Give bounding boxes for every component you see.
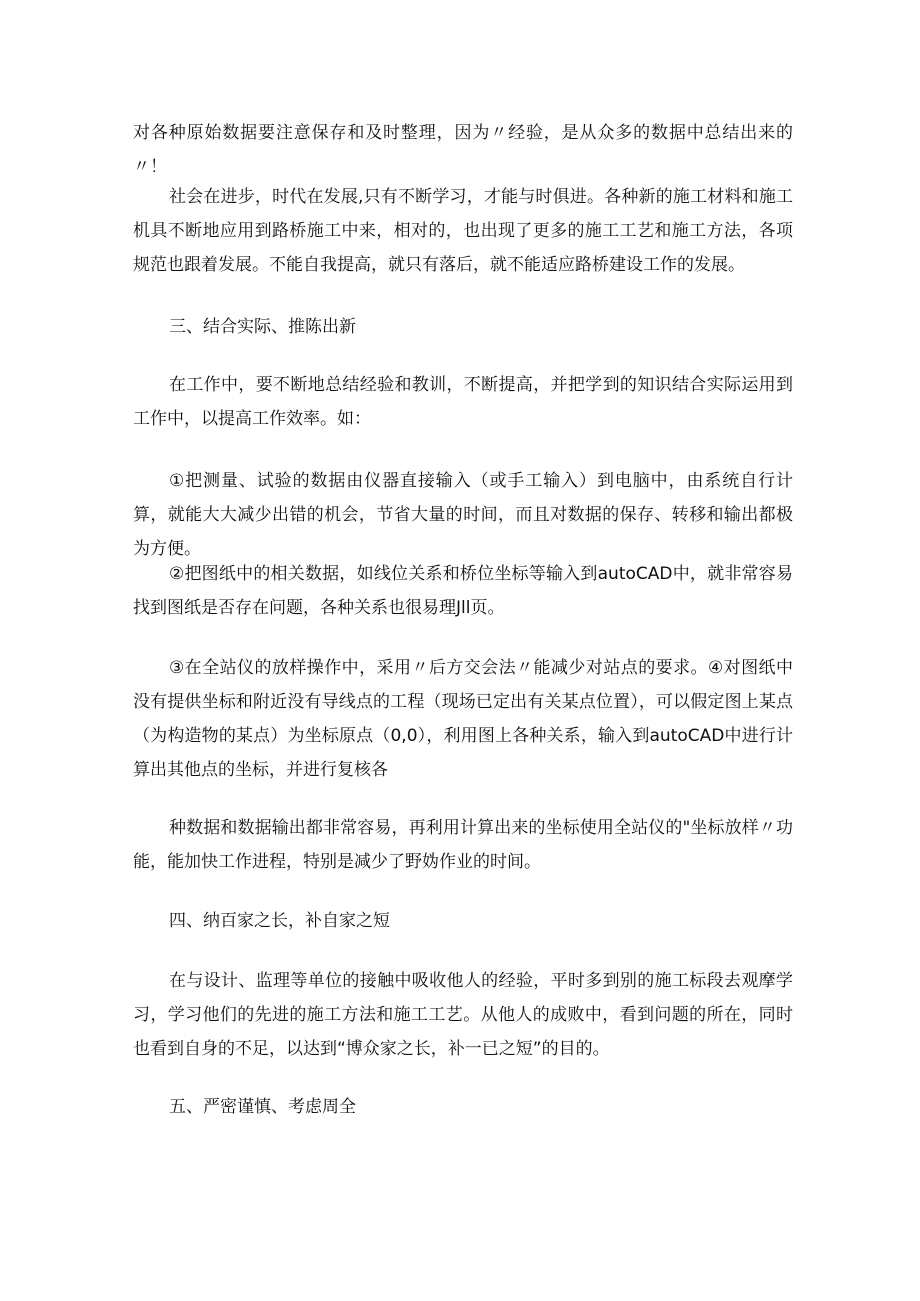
section-heading-5: 五、严密谨慎、考虑周全 xyxy=(169,1097,356,1117)
section-heading-3: 三、结合实际、推陈出新 xyxy=(169,317,356,337)
paragraph-work-efficiency: 在工作中，要不断地总结经验和教训，不断提高，并把学到的知识结合实际运用到工作中，以提高工作效率。如： xyxy=(133,375,793,429)
list-item-2: ②把图纸中的相关数据，如线位关系和桥位坐标等输入到autoCAD中，就非常容易找到图纸是否存在问题，各种关系也很易理Jll页。 xyxy=(133,564,793,618)
paragraph-learn-from-others: 在与设计、监理等单位的接触中吸收他人的经验，平时多到别的施工标段去观摩学习，学习他们的先进的施工方法和施工工艺。从他人的成败中，看到问题的所在，同时也看到自身的不足，以达到“博众家之长，补一已之短”的目的。 xyxy=(133,971,793,1059)
section-heading-4: 四、纳百家之长，补自家之短 xyxy=(169,911,390,931)
list-item-1: ①把测量、试验的数据由仪器直接输入（或手工输入）到电脑中，由系统自行计算，就能大大减少出错的机会，节省大量的时间，而且对数据的保存、转移和输出都极为方便。 xyxy=(133,471,793,559)
paragraph-data-preservation: 对各种原始数据要注意保存和及时整理，因为〃经验，是从众多的数据中总结出来的〃！ xyxy=(133,123,793,177)
list-item-3-4: ③在全站仪的放样操作中，采用〃后方交会法〃能减少对站点的要求。④对图纸中没有提供坐标和附近没有导线点的工程（现场已定出有关某点位置），可以假定图上某点（为构造物的某点）为坐标原点（0,0），利用图上各种关系，输入到autoCAD中进行计算出其他点的坐标，并进行复核各 xyxy=(133,658,793,780)
paragraph-continuation: 种数据和数据输出都非常容易，再利用计算出来的坐标使用全站仪的"坐标放样〃功能，能加快工作进程，特别是减少了野妫作业的时间。 xyxy=(133,818,793,872)
paragraph-continuous-learning: 社会在进步，时代在发展,只有不断学习，才能与时俱进。各种新的施工材料和施工机具不断地应用到路桥施工中来，相对的，也出现了更多的施工工艺和施工方法，各项规范也跟着发展。不能自我提高，就只有落后，就不能适应路桥建设工作的发展。 xyxy=(133,187,793,275)
